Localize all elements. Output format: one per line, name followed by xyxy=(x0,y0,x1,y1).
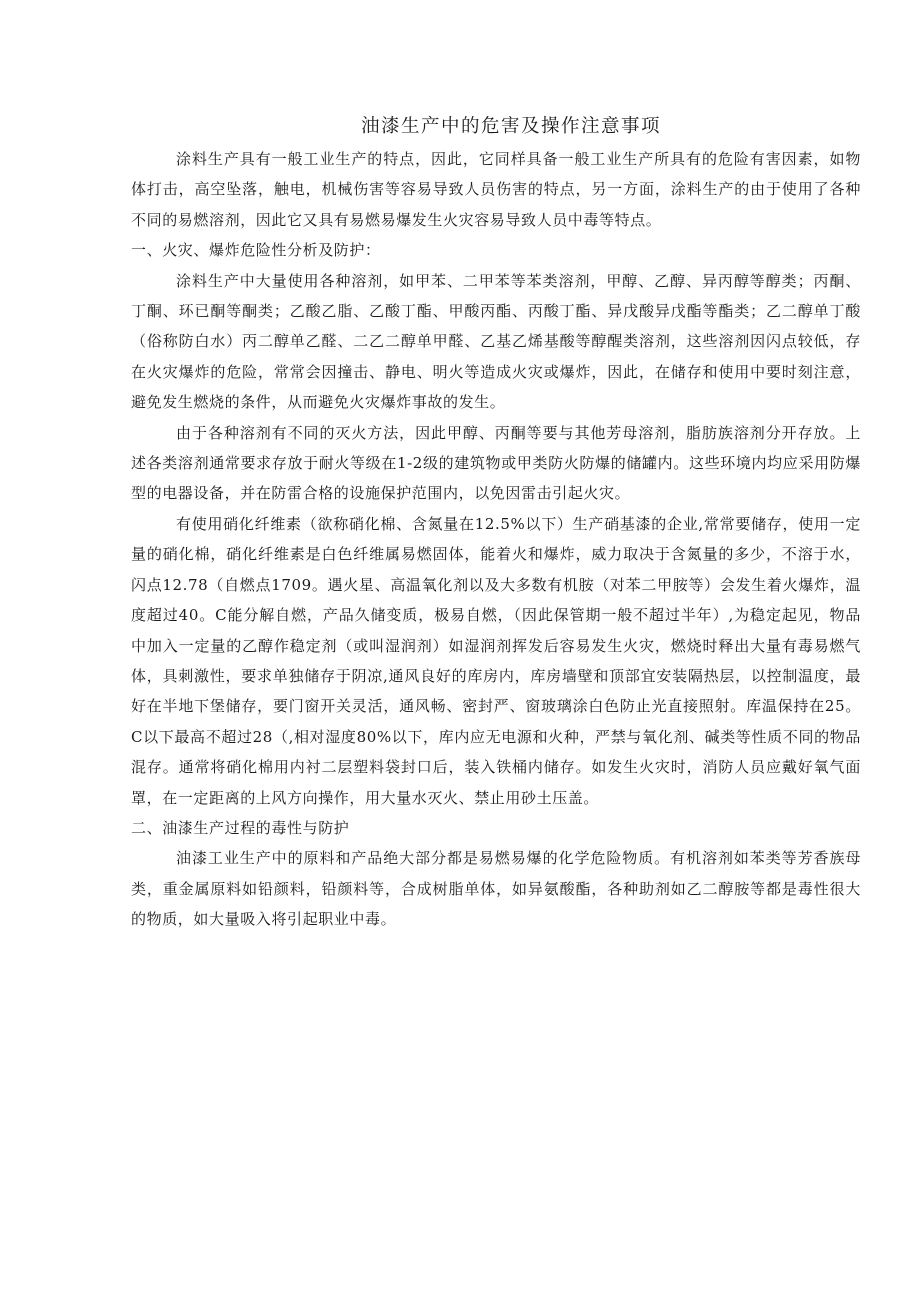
section-2-heading: 二、油漆生产过程的毒性与防护 xyxy=(131,818,350,837)
intro-paragraph: 涂料生产具有一般工业生产的特点，因此，它同样具备一般工业生产所具有的危险有害因素，如物体打击，高空坠落，触电，机械伤害等容易导致人员伤害的特点，另一方面，涂料生产的由于使用了各种不同的易燃溶剂，因此它又具有易燃易爆发生火灾容易导致人员中毒等特点。 xyxy=(131,150,861,229)
section-1-paragraph-2: 由于各种溶剂有不同的灭火方法，因此甲醇、丙酮等要与其他芳母溶剂，脂肪族溶剂分开存放。上述各类溶剂通常要求存放于耐火等级在1-2级的建筑物或甲类防火防爆的储罐内。这些环境内均应采用防爆型的电器设备，并在防雷合格的设施保护范围内，以免因雷击引起火灾。 xyxy=(131,423,861,503)
document-title: 油漆生产中的危害及操作注意事项 xyxy=(360,116,661,137)
document-page xyxy=(131,112,861,935)
section-1-heading: 一、火灾、爆炸危险性分析及防护： xyxy=(131,241,381,260)
section-2-paragraph-1: 油漆工业生产中的原料和产品绝大部分都是易燃易爆的化学危险物质。有机溶剂如苯类等芳香族母类，重金属原料如铅颜料，铅颜料等，合成树脂单体，如异氨酸酯，各种助剂如乙二醇胺等都是毒性很大的物质，如大量吸入将引起职业中毒。 xyxy=(131,849,861,929)
section-1-paragraph-3: 有使用硝化纤维素（欲称硝化棉、含氮量在12.5%以下）生产硝基漆的企业,常常要储存，使用一定量的硝化棉，硝化纤维素是白色纤维属易燃固体，能着火和爆炸，威力取决于含氮量的多少，不溶于水，闪点12.78（自燃点1709。遇火星、高温氧化剂以及大多数有机胺（对苯二甲胺等）会发生着火爆炸，温度超过40。C能分解自燃，产品久储变质，极易自燃，（因此保管期一般不超过半年）,为稳定起见，物品中加入一定量的乙醇作稳定剂（或叫湿润剂）如湿润剂挥发后容易发生火灾，燃烧时释出大量有毒易燃气体，具刺激性，要求单独储存于阴凉,通风良好的库房内，库房墙壁和顶部宜安装隔热层，以控制温度，最好在半地下堡储存，要门窗开关灵活，通风畅、密封严、窗玻璃涂白色防止光直接照射。库温保持在25。C以下最高不超过28（,相对湿度80%以下，库内应无电源和火种，严禁与氧化剂、碱类等性质不同的物品混存。通常将硝化棉用内衬二层塑料袋封口后，装入铁桶内储存。如发生火灾时，消防人员应戴好氧气面罩，在一定距离的上风方向操作，用大量水灭火、禁止用砂土压盖。 xyxy=(131,514,861,807)
section-1-paragraph-1: 涂料生产中大量使用各种溶剂，如甲苯、二甲苯等苯类溶剂，甲醇、乙醇、异丙醇等醇类；丙酮、丁酮、环已酮等酮类；乙酸乙脂、乙酸丁酯、甲酸丙酯、丙酸丁酯、异戊酸异戊酯等酯类；乙二醇单丁酸（俗称防白水）丙二醇单乙醛、二乙二醇单甲醛、乙基乙烯基酸等醇醒类溶剂，这些溶剂因闪点较低，存在火灾爆炸的危险，常常会因撞击、静电、明火等造成火灾或爆炸，因此，在储存和使用中要时刻注意，避免发生燃烧的条件，从而避免火灾爆炸事故的发生。 xyxy=(131,271,861,412)
